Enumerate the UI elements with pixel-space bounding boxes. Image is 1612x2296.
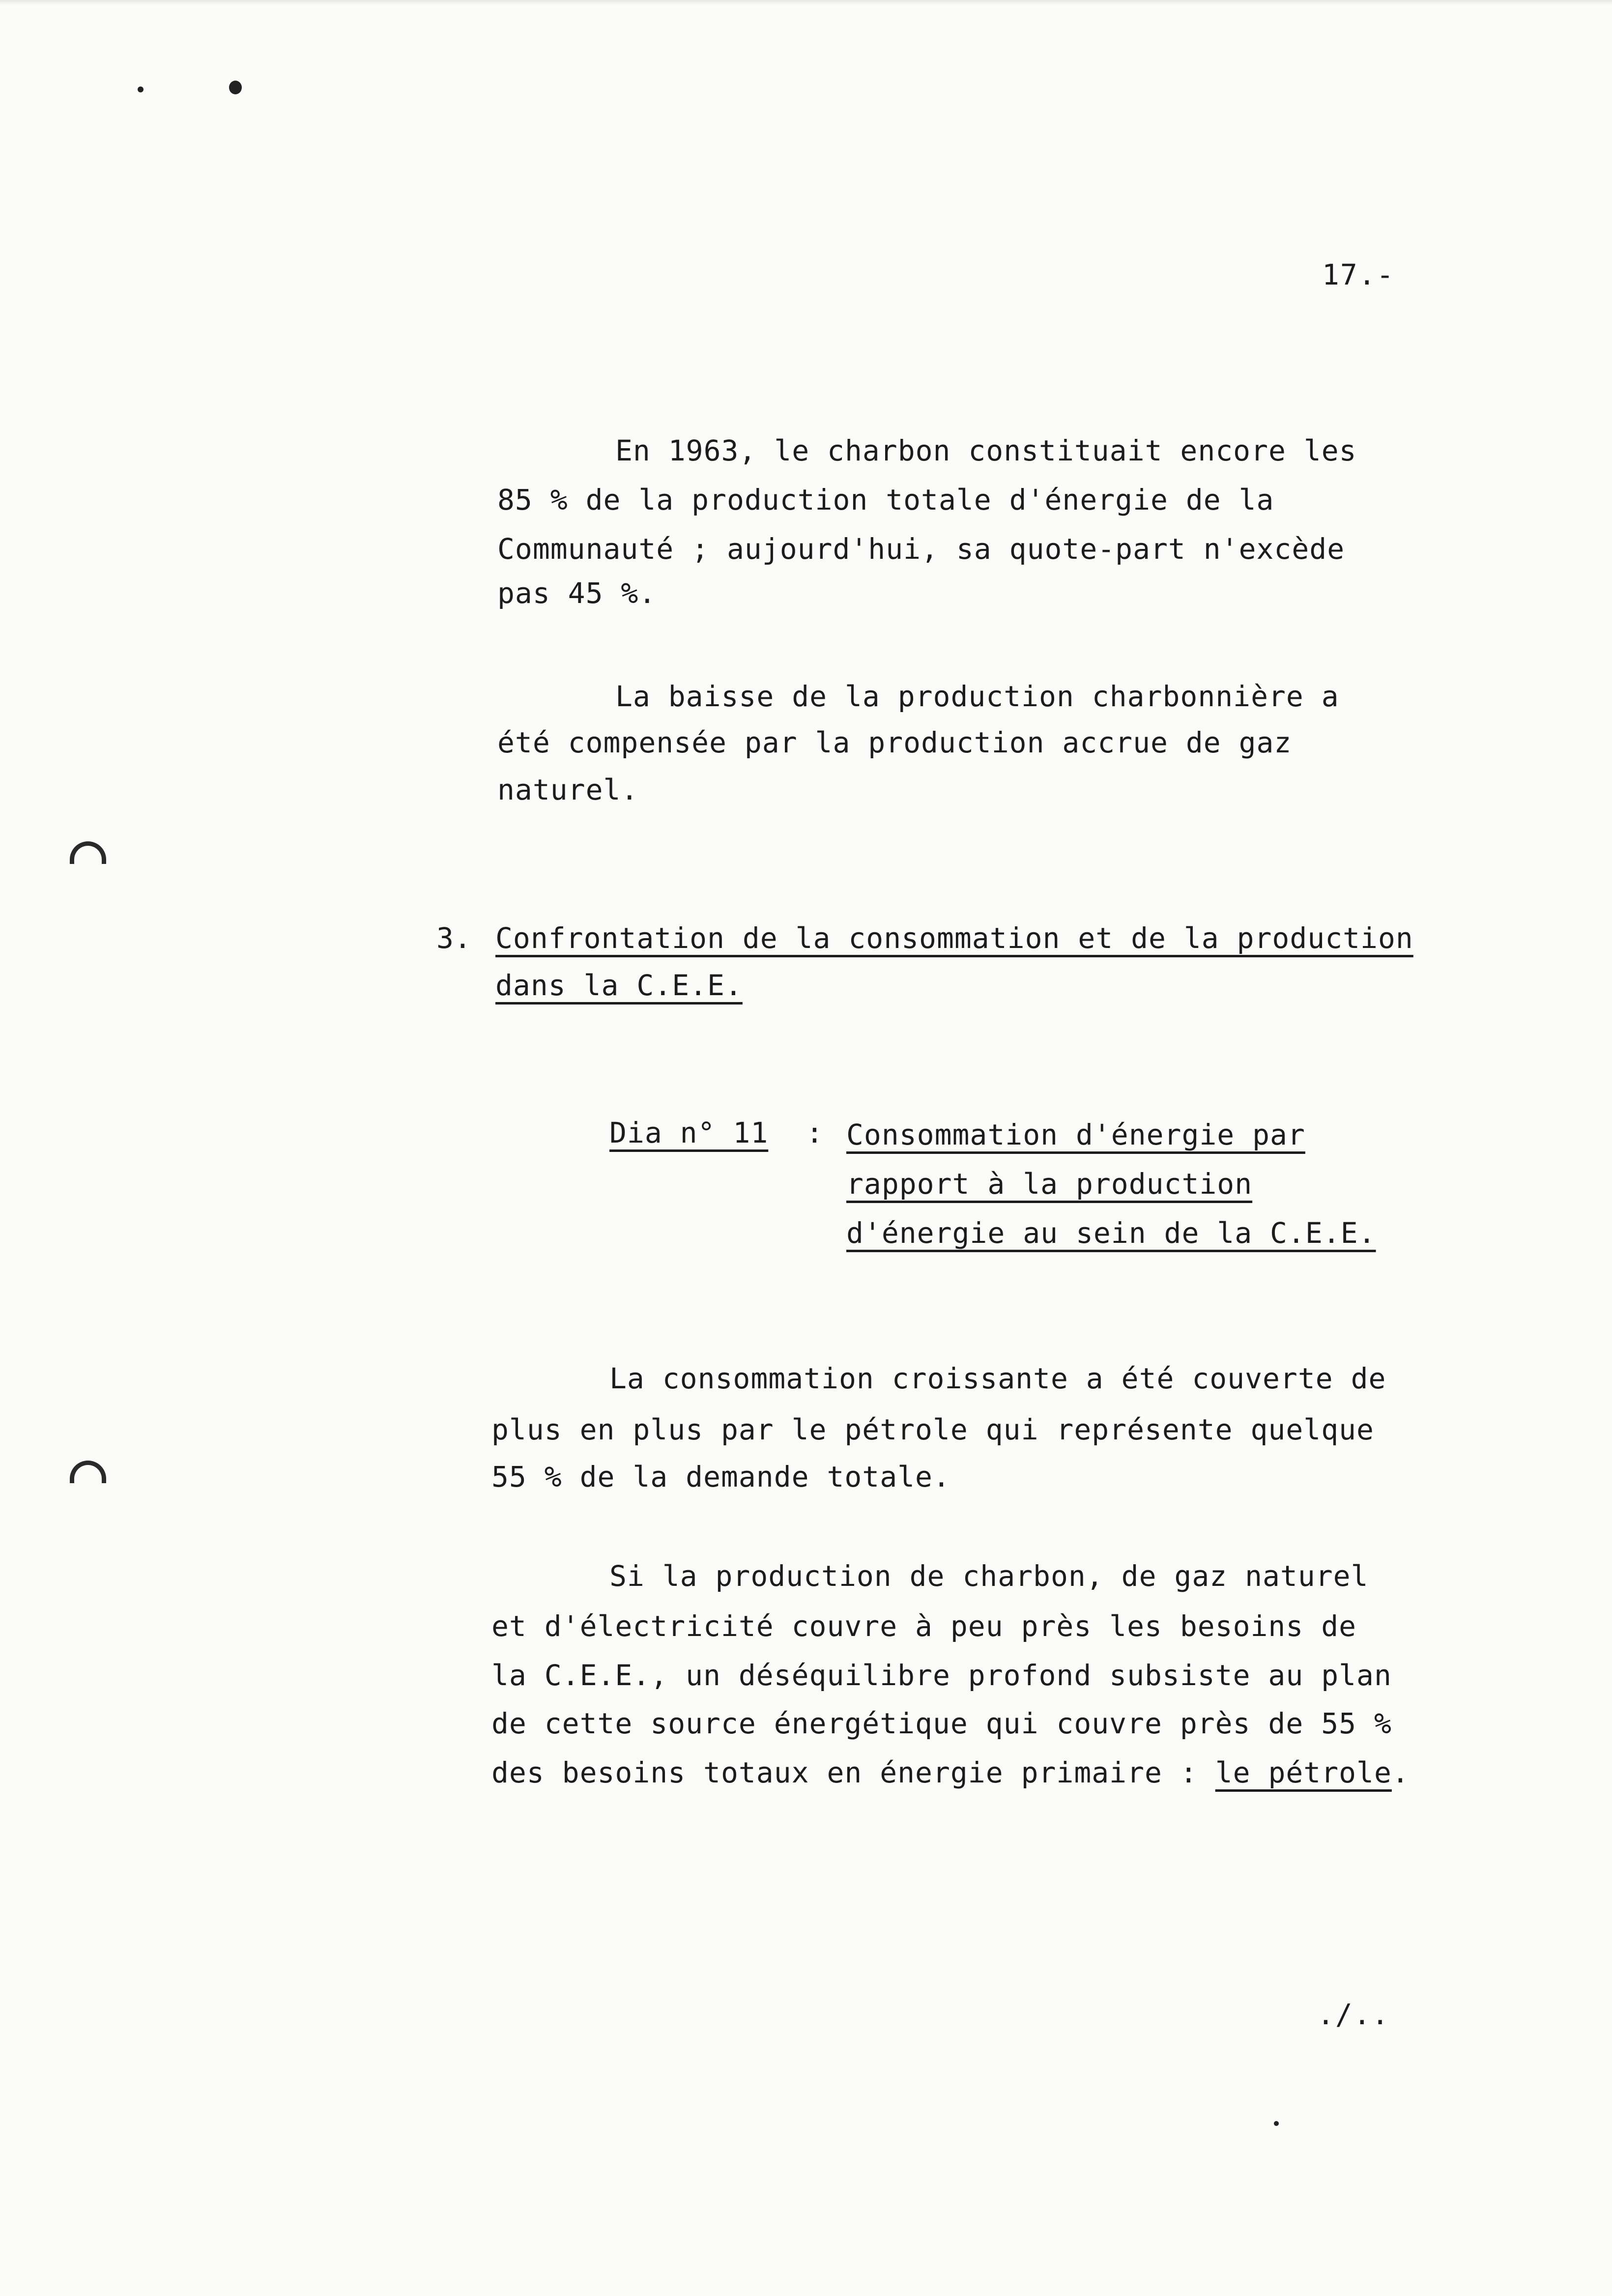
scan-edge xyxy=(0,0,1612,5)
binder-hole-mark xyxy=(70,841,106,864)
text-line: 55 % de la demande totale. xyxy=(491,1460,950,1493)
slide-caption-line: d'énergie au sein de la C.E.E. xyxy=(846,1216,1376,1250)
text-line: Communauté ; aujourd'hui, sa quote-part n'excède xyxy=(497,532,1345,566)
text-line: plus en plus par le pétrole qui représente quelque xyxy=(491,1413,1374,1446)
slide-caption-line: Consommation d'énergie par xyxy=(846,1118,1305,1151)
slide-label: Dia n° 11 xyxy=(609,1116,769,1149)
emphasis-petrole: le pétrole xyxy=(1215,1756,1392,1789)
text-line: la C.E.E., un déséquilibre profond subsiste au plan xyxy=(491,1659,1392,1692)
page-number: 17.- xyxy=(1322,258,1395,291)
continuation-mark: ./.. xyxy=(1317,1998,1390,2031)
scan-speck xyxy=(229,81,242,94)
text-line-start: des besoins totaux en énergie primaire : xyxy=(491,1756,1215,1789)
section-number: 3. xyxy=(436,921,472,955)
scan-speck xyxy=(1274,2121,1279,2126)
text-line: et d'électricité couvre à peu près les besoins de xyxy=(491,1609,1357,1643)
text-line: pas 45 %. xyxy=(497,576,657,610)
text-line: La consommation croissante a été couverte de xyxy=(609,1362,1386,1395)
sentence-end: . xyxy=(1391,1756,1410,1789)
text-line: 85 % de la production totale d'énergie de la xyxy=(497,483,1274,517)
scan-speck xyxy=(138,86,144,92)
section-title-line: Confrontation de la consommation et de la production xyxy=(495,921,1413,955)
text-line: été compensée par la production accrue de gaz xyxy=(497,726,1292,759)
slide-separator: : xyxy=(806,1116,824,1149)
text-line: En 1963, le charbon constituait encore les xyxy=(615,434,1357,467)
text-line: Si la production de charbon, de gaz naturel xyxy=(609,1559,1369,1593)
text-line xyxy=(491,1758,1410,1787)
text-line: La baisse de la production charbonnière a xyxy=(615,680,1339,713)
text-line: de cette source énergétique qui couvre près de 55 % xyxy=(491,1707,1392,1740)
binder-hole-mark xyxy=(70,1461,106,1483)
slide-caption-line: rapport à la production xyxy=(846,1167,1253,1201)
section-title-line: dans la C.E.E. xyxy=(495,969,743,1002)
text-line: naturel. xyxy=(497,773,639,806)
